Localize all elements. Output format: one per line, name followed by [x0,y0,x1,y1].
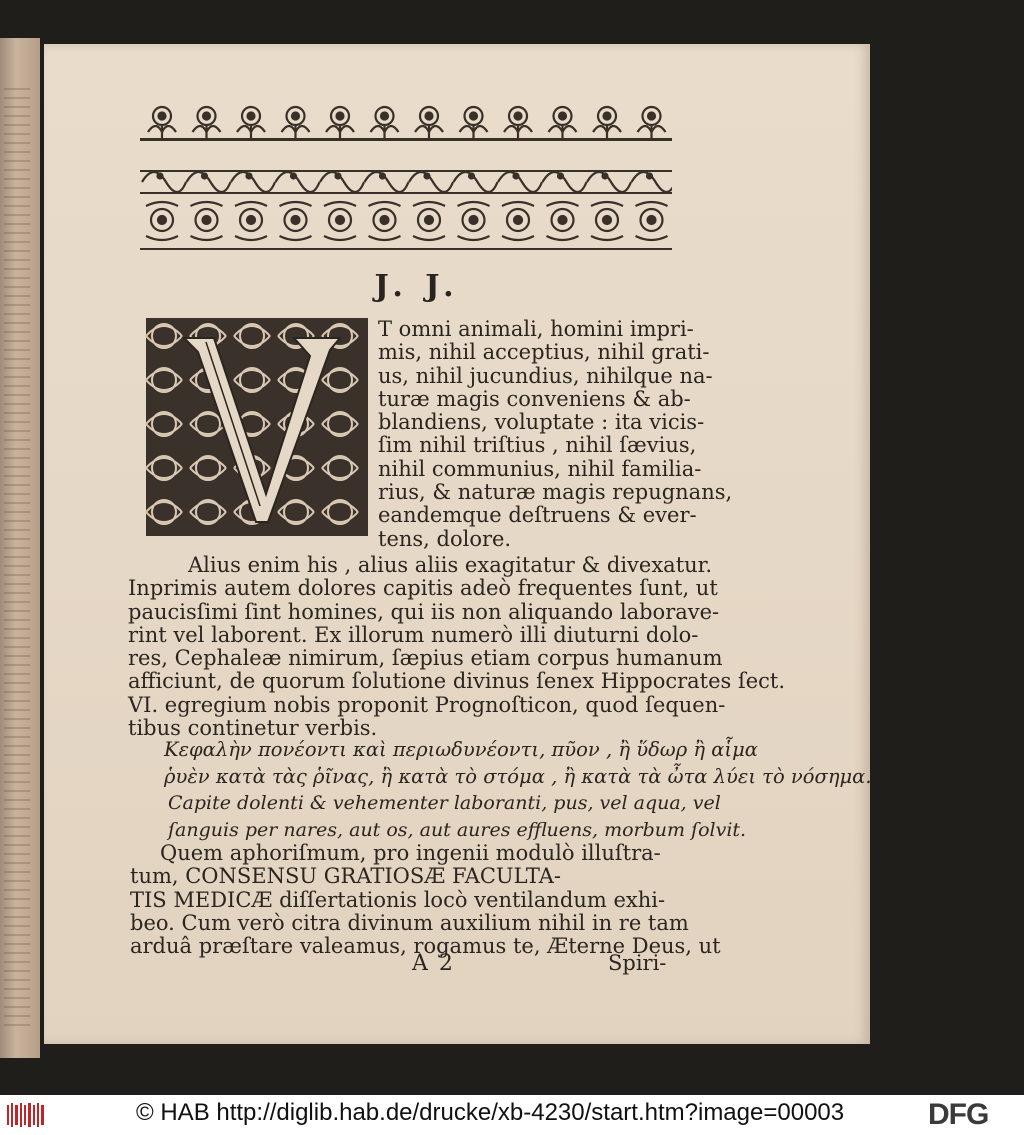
text-line: tum, CONSENSU GRATIOSÆ FACULTA- [130,864,561,889]
previous-page-edge [0,38,40,1058]
text-line: beo. Cum verò citra divinum auxilium nihil in re tam [130,910,689,935]
library-barcode-icon [6,1101,46,1129]
flower-row-top [140,138,672,141]
text-line: Inprimis autem dolores capitis adeò frequentes ſunt, ut [128,576,718,601]
text-line: blandiens, voluptate : ita vicis- [378,410,705,435]
opening-paragraph [378,318,732,551]
footer-bar [0,1095,1024,1135]
text-line: Quem aphoriſmum, pro ingenii modulò illuſtra- [160,841,661,865]
text-line: res, Cephaleæ nimirum, ſæpius etiam corpus humanum [128,646,723,671]
greek-line: ῥυὲν κατὰ τὰς ῥῖνας, ἢ κατὰ τὸ στόμα , ἢ κατὰ τὰ ὦτα λύει τὸ νόσημα. [164,765,872,788]
book-page [44,44,870,1044]
text-line: afficiunt, de quorum ſolutione divinus ſenex Hippocrates ſect. [128,669,786,694]
latin-translation [168,790,746,844]
text-line: tibus continetur verbis. [128,716,378,741]
text-line: us, nihil jucundius, nihilque na- [378,363,713,388]
text-line: T omni animali, homini impri- [378,317,694,341]
text-line: Alius enim his , alius aliis exagitatur & divexatur. [188,553,713,577]
signature-mark: A 2 [412,951,455,976]
text-line: rius, & naturæ magis repugnans, [378,480,733,505]
text-line: TIS MEDICÆ diſſertationis locò ventilandum exhi- [130,887,666,912]
body-paragraph-1 [128,554,785,740]
greek-aphorism [164,736,872,790]
dfg-logo: DFG [928,1098,989,1131]
text-line: rint vel laborent. Ex illorum numerò illi diuturni dolo- [128,622,699,647]
text-line: nihil communius, nihil familia- [378,456,702,481]
body-paragraph-2 [130,842,721,958]
italic-line: ſanguis per nares, aut os, aut aures effluens, morbum ſolvit. [168,819,747,841]
italic-line: Capite dolenti & vehementer laboranti, pus, vel aqua, vel [168,792,721,814]
text-line: turæ magis conveniens & ab- [378,386,691,411]
text-line: paucisſimi ſint homines, qui iis non aliquando laborave- [128,599,720,624]
catchword: Spiri- [608,951,667,975]
text-line: VI. egregium nobis proponit Prognoſticon, quod ſequen- [128,692,726,717]
page-edge-texture [4,88,30,1028]
text-line: eandemque deſtruens & ever- [378,503,697,528]
text-line: arduâ præſtare valeamus, rogamus te, Æterne Deus, ut [130,934,721,959]
text-line: mis, nihil acceptius, nihil grati- [378,340,710,365]
footer-credit[interactable]: © HAB http://diglib.hab.de/drucke/xb-4230/start.htm?image=00003 [136,1099,845,1126]
greek-line: Κεφαλὴν πονέοντι καὶ περιωδυνέοντι, πῦον , ἢ ὕδωρ ἢ αἷμα [164,738,758,761]
running-head: J. J. [374,269,460,304]
decorated-initial-v [144,316,370,538]
text-line: ſim nihil triſtius , nihil ſævius, [378,433,697,458]
text-line: tens, dolore. [378,526,512,551]
ornamental-headpiece [140,102,672,250]
